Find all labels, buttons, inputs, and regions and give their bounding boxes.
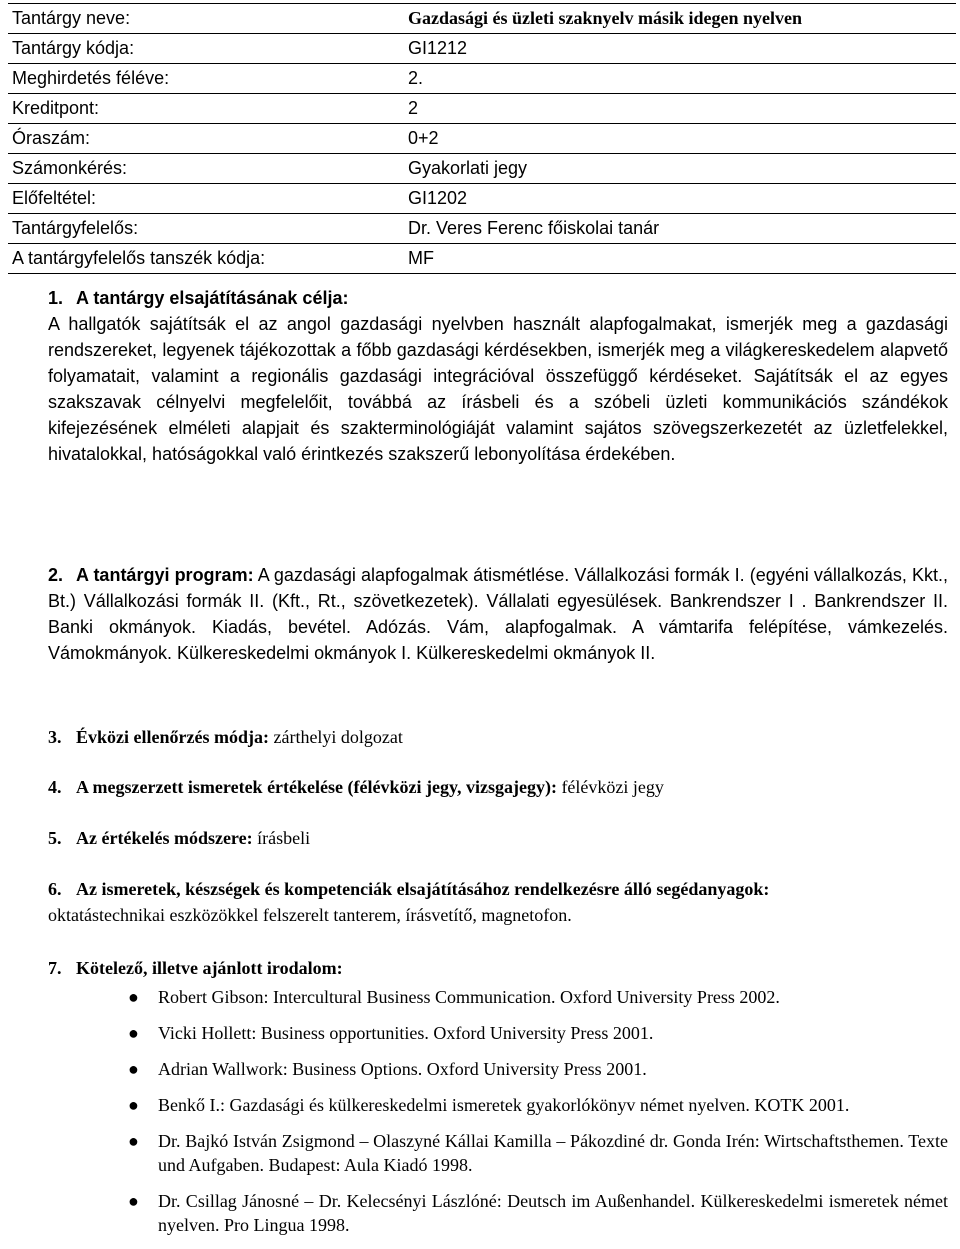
bullet-icon: ● bbox=[128, 1059, 139, 1079]
info-label: Tantárgy kódja: bbox=[12, 38, 135, 58]
section-number: 6. bbox=[48, 879, 62, 899]
section-6 bbox=[48, 876, 948, 928]
reference-text: Dr. Csillag Jánosné – Dr. Kelecsényi Lászlóné: Deutsch im Außenhandel. Külkereskedelmi ismeretek német nyelven. Pro Lingua 1998. bbox=[158, 1191, 948, 1235]
section-body: A hallgatók sajátítsák el az angol gazdasági nyelvben használt alapfogalmakat, ismerjék meg a gazdasági rendszereket, legyenek tájékozottak a főbb gazdasági kérdésekben, ismerjék meg a világkereskedelem alapvető folyamatait, valamint a regionális gazdasági integrációval összefüggő kérdéseket. Sajátítsák el az egyes szakszavak célnyelvi megfelelőit, továbbá az írásbeli és a szóbeli üzleti kommunikációs szándékok kifejezésének elméleti alapjait és szakterminológiáját valamint sajátos szövegszerkezetét az üzletfelekkel, hivatalokkal, hatóságokkal való érintkezés szakszerű lebonyolítása érdekében. bbox=[48, 314, 948, 464]
section-title: Évközi ellenőrzés módja: bbox=[76, 727, 269, 747]
reference-text: Adrian Wallwork: Business Options. Oxford University Press 2001. bbox=[158, 1059, 647, 1079]
reference-list bbox=[48, 985, 948, 1249]
section-body: A gazdasági alapfogalmak átismétlése. Vállalkozási formák I. (egyéni vállalkozás, Kkt., Bt.) Vállalkozási formák II. (Kft., Rt., szövetkezetek). Vállalati egyesülések. Bankrendszer I . Bankrendszer II. Banki okmányok. Kiadás, bevétel. Adózás. Vám, alapfogalmak. A vámtarifa felépítése, vámkezelés. Vámokmányok. Külkereskedelmi okmányok I. Külkereskedelmi okmányok II. bbox=[48, 565, 949, 663]
reference-text: Dr. Bajkó István Zsigmond – Olaszyné Kállai Kamilla – Pákozdiné dr. Gonda Irén: Wirtschaftsthemen. Texte und Aufgaben. Budapest: Aula Kiadó 1998. bbox=[158, 1131, 948, 1175]
section-body: írásbeli bbox=[252, 828, 311, 848]
section-title: A tantárgy elsajátításának célja: bbox=[76, 288, 349, 308]
info-value: GI1202 bbox=[408, 188, 468, 208]
section-title: Kötelező, illetve ajánlott irodalom: bbox=[76, 958, 343, 978]
info-value: GI1212 bbox=[408, 38, 468, 58]
info-value: 2 bbox=[408, 98, 419, 118]
info-row-prerequisite bbox=[8, 183, 956, 214]
info-label: Tantárgyfelelős: bbox=[12, 218, 139, 238]
bullet-icon: ● bbox=[128, 1095, 139, 1115]
section-title: A tantárgyi program: bbox=[76, 565, 254, 585]
section-number: 7. bbox=[48, 958, 62, 978]
section-number: 3. bbox=[48, 727, 62, 747]
info-label: Kreditpont: bbox=[12, 98, 100, 118]
info-row-department-code bbox=[8, 243, 956, 274]
info-value: Dr. Veres Ferenc főiskolai tanár bbox=[408, 218, 660, 238]
section-7 bbox=[48, 955, 948, 981]
info-value: 2. bbox=[408, 68, 424, 88]
info-row-semester bbox=[8, 63, 956, 94]
section-number: 5. bbox=[48, 828, 62, 848]
reference-item bbox=[48, 1021, 948, 1045]
info-label: Előfeltétel: bbox=[12, 188, 97, 208]
info-label: Meghirdetés féléve: bbox=[12, 68, 170, 88]
section-body: zárthelyi dolgozat bbox=[268, 727, 403, 747]
info-label: A tantárgyfelelős tanszék kódja: bbox=[12, 248, 266, 268]
course-info-table bbox=[8, 3, 956, 274]
section-number: 2. bbox=[48, 565, 64, 585]
reference-text: Robert Gibson: Intercultural Business Communication. Oxford University Press 2002. bbox=[158, 987, 780, 1007]
bullet-icon: ● bbox=[128, 1131, 139, 1151]
section-title: Az értékelés módszere: bbox=[76, 828, 253, 848]
reference-item bbox=[48, 1189, 948, 1237]
section-title: Az ismeretek, készségek és kompetenciák elsajátításához rendelkezésre álló segédanyagok: bbox=[76, 879, 770, 899]
info-label: Számonkérés: bbox=[12, 158, 128, 178]
info-value: Gyakorlati jegy bbox=[408, 158, 528, 178]
info-label: Óraszám: bbox=[12, 128, 91, 148]
info-value: MF bbox=[408, 248, 434, 268]
info-label: Tantárgy neve: bbox=[12, 8, 131, 28]
section-number: 1. bbox=[48, 288, 64, 308]
info-row-course-code bbox=[8, 33, 956, 64]
section-body: oktatástechnikai eszközökkel felszerelt tanterem, írásvetítő, magnetofon. bbox=[48, 905, 572, 925]
info-row-assessment bbox=[8, 153, 956, 184]
reference-item bbox=[48, 1093, 948, 1117]
info-row-credits bbox=[8, 93, 956, 124]
section-number: 4. bbox=[48, 777, 62, 797]
info-value: 0+2 bbox=[408, 128, 439, 148]
section-5 bbox=[48, 825, 948, 851]
section-4 bbox=[48, 774, 948, 800]
bullet-icon: ● bbox=[128, 1023, 139, 1043]
section-body: félévközi jegy bbox=[556, 777, 664, 797]
bullet-icon: ● bbox=[128, 1191, 139, 1211]
section-3 bbox=[48, 724, 948, 750]
section-2 bbox=[48, 562, 948, 666]
info-row-responsible bbox=[8, 213, 956, 244]
section-1 bbox=[48, 285, 948, 467]
reference-item bbox=[48, 1129, 948, 1177]
info-row-course-name bbox=[8, 3, 956, 34]
reference-item bbox=[48, 985, 948, 1009]
reference-text: Benkő I.: Gazdasági és külkereskedelmi ismeretek gyakorlókönyv német nyelven. KOTK 2001. bbox=[158, 1095, 850, 1115]
info-value: Gazdasági és üzleti szaknyelv másik idegen nyelven bbox=[408, 8, 803, 28]
bullet-icon: ● bbox=[128, 987, 139, 1007]
info-row-hours bbox=[8, 123, 956, 154]
reference-item bbox=[48, 1057, 948, 1081]
reference-text: Vicki Hollett: Business opportunities. Oxford University Press 2001. bbox=[158, 1023, 654, 1043]
section-title: A megszerzett ismeretek értékelése (félévközi jegy, vizsgajegy): bbox=[76, 777, 557, 797]
